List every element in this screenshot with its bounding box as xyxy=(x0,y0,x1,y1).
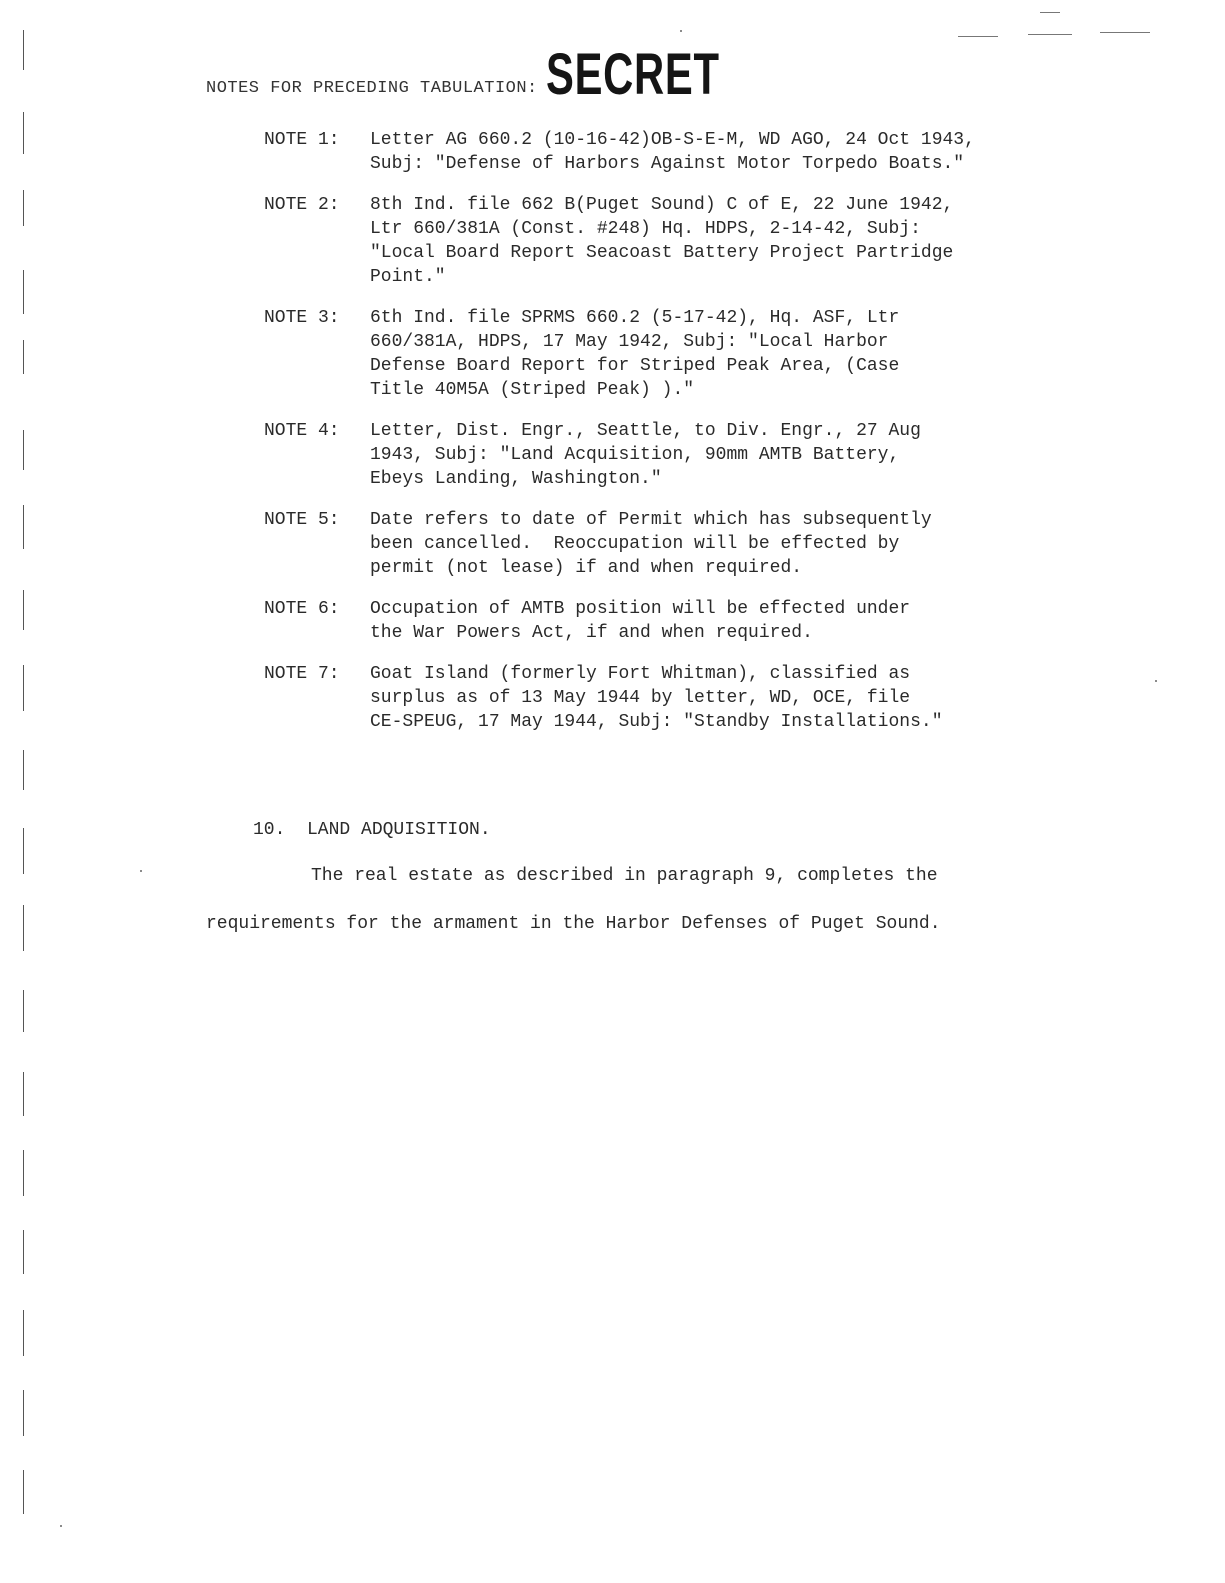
edge-mark xyxy=(23,750,24,790)
notes-list xyxy=(264,128,1024,751)
speck xyxy=(140,870,142,872)
note-text xyxy=(370,419,1020,491)
edge-mark xyxy=(23,30,24,70)
note-3 xyxy=(264,306,1024,402)
corner-mark xyxy=(1028,34,1072,35)
note-text xyxy=(370,662,1020,734)
note-line: Ltr 660/381A (Const. #248) Hq. HDPS, 2-14-42, Subj: xyxy=(370,219,921,239)
edge-mark xyxy=(23,1390,24,1436)
section-heading: 10. LAND ADQUISITION. xyxy=(253,820,491,840)
note-label: NOTE 3: xyxy=(264,308,340,328)
note-5 xyxy=(264,508,1024,580)
note-line: CE-SPEUG, 17 May 1944, Subj: "Standby Installations." xyxy=(370,712,943,732)
note-line: 660/381A, HDPS, 17 May 1942, Subj: "Local Harbor xyxy=(370,332,889,352)
edge-mark xyxy=(23,505,24,549)
edge-mark xyxy=(23,905,24,951)
note-label: NOTE 2: xyxy=(264,195,340,215)
note-label: NOTE 7: xyxy=(264,664,340,684)
edge-mark xyxy=(23,270,24,314)
edge-mark xyxy=(23,990,24,1032)
note-text xyxy=(370,508,1020,580)
note-line: Defense Board Report for Striped Peak Area, (Case xyxy=(370,356,900,376)
note-line: been cancelled. Reoccupation will be effected by xyxy=(370,534,900,554)
note-line: permit (not lease) if and when required. xyxy=(370,558,803,578)
note-line: Occupation of AMTB position will be effected under xyxy=(370,599,911,619)
edge-mark xyxy=(23,190,24,226)
note-text xyxy=(370,128,1020,176)
edge-mark xyxy=(23,665,24,711)
note-line: Ebeys Landing, Washington." xyxy=(370,469,662,489)
note-line: Letter, Dist. Engr., Seattle, to Div. Engr., 27 Aug xyxy=(370,421,921,441)
note-line: Subj: "Defense of Harbors Against Motor Torpedo Boats." xyxy=(370,154,965,174)
note-line: Letter AG 660.2 (10-16-42)OB-S-E-M, WD AGO, 24 Oct 1943, xyxy=(370,130,975,150)
note-line: surplus as of 13 May 1944 by letter, WD, OCE, file xyxy=(370,688,911,708)
speck xyxy=(60,1525,62,1527)
note-line: the War Powers Act, if and when required. xyxy=(370,623,813,643)
note-text xyxy=(370,306,1020,402)
edge-mark xyxy=(23,340,24,374)
edge-mark xyxy=(23,1150,24,1196)
header-label: NOTES FOR PRECEDING TABULATION: xyxy=(206,79,538,98)
note-label: NOTE 5: xyxy=(264,510,340,530)
note-text xyxy=(370,193,1020,289)
paragraph-line: The real estate as described in paragraph 9, completes the xyxy=(311,866,938,886)
corner-mark xyxy=(1040,12,1060,13)
paragraph-line: requirements for the armament in the Harbor Defenses of Puget Sound. xyxy=(206,914,941,934)
note-line: 6th Ind. file SPRMS 660.2 (5-17-42), Hq. ASF, Ltr xyxy=(370,308,900,328)
note-text xyxy=(370,597,1020,645)
note-label: NOTE 1: xyxy=(264,130,340,150)
note-label: NOTE 4: xyxy=(264,421,340,441)
note-line: Point." xyxy=(370,267,446,287)
corner-mark xyxy=(958,36,998,37)
edge-mark xyxy=(23,1230,24,1274)
note-4 xyxy=(264,419,1024,491)
edge-mark xyxy=(23,430,24,470)
note-label: NOTE 6: xyxy=(264,599,340,619)
secret-stamp: SECRET xyxy=(545,42,720,107)
note-line: Title 40M5A (Striped Peak) )." xyxy=(370,380,695,400)
note-1 xyxy=(264,128,1024,176)
speck xyxy=(680,30,682,32)
edge-mark xyxy=(23,1310,24,1356)
edge-mark xyxy=(23,590,24,630)
note-line: 8th Ind. file 662 B(Puget Sound) C of E, 22 June 1942, xyxy=(370,195,954,215)
note-line: Goat Island (formerly Fort Whitman), classified as xyxy=(370,664,911,684)
document-header xyxy=(206,42,787,107)
note-6 xyxy=(264,597,1024,645)
note-line: "Local Board Report Seacoast Battery Project Partridge xyxy=(370,243,954,263)
edge-mark xyxy=(23,828,24,874)
note-line: Date refers to date of Permit which has subsequently xyxy=(370,510,932,530)
corner-mark xyxy=(1100,32,1150,33)
edge-mark xyxy=(23,112,24,154)
edge-mark xyxy=(23,1072,24,1116)
note-7 xyxy=(264,662,1024,734)
note-2 xyxy=(264,193,1024,289)
speck xyxy=(1155,680,1157,682)
edge-mark xyxy=(23,1470,24,1514)
note-line: 1943, Subj: "Land Acquisition, 90mm AMTB Battery, xyxy=(370,445,900,465)
